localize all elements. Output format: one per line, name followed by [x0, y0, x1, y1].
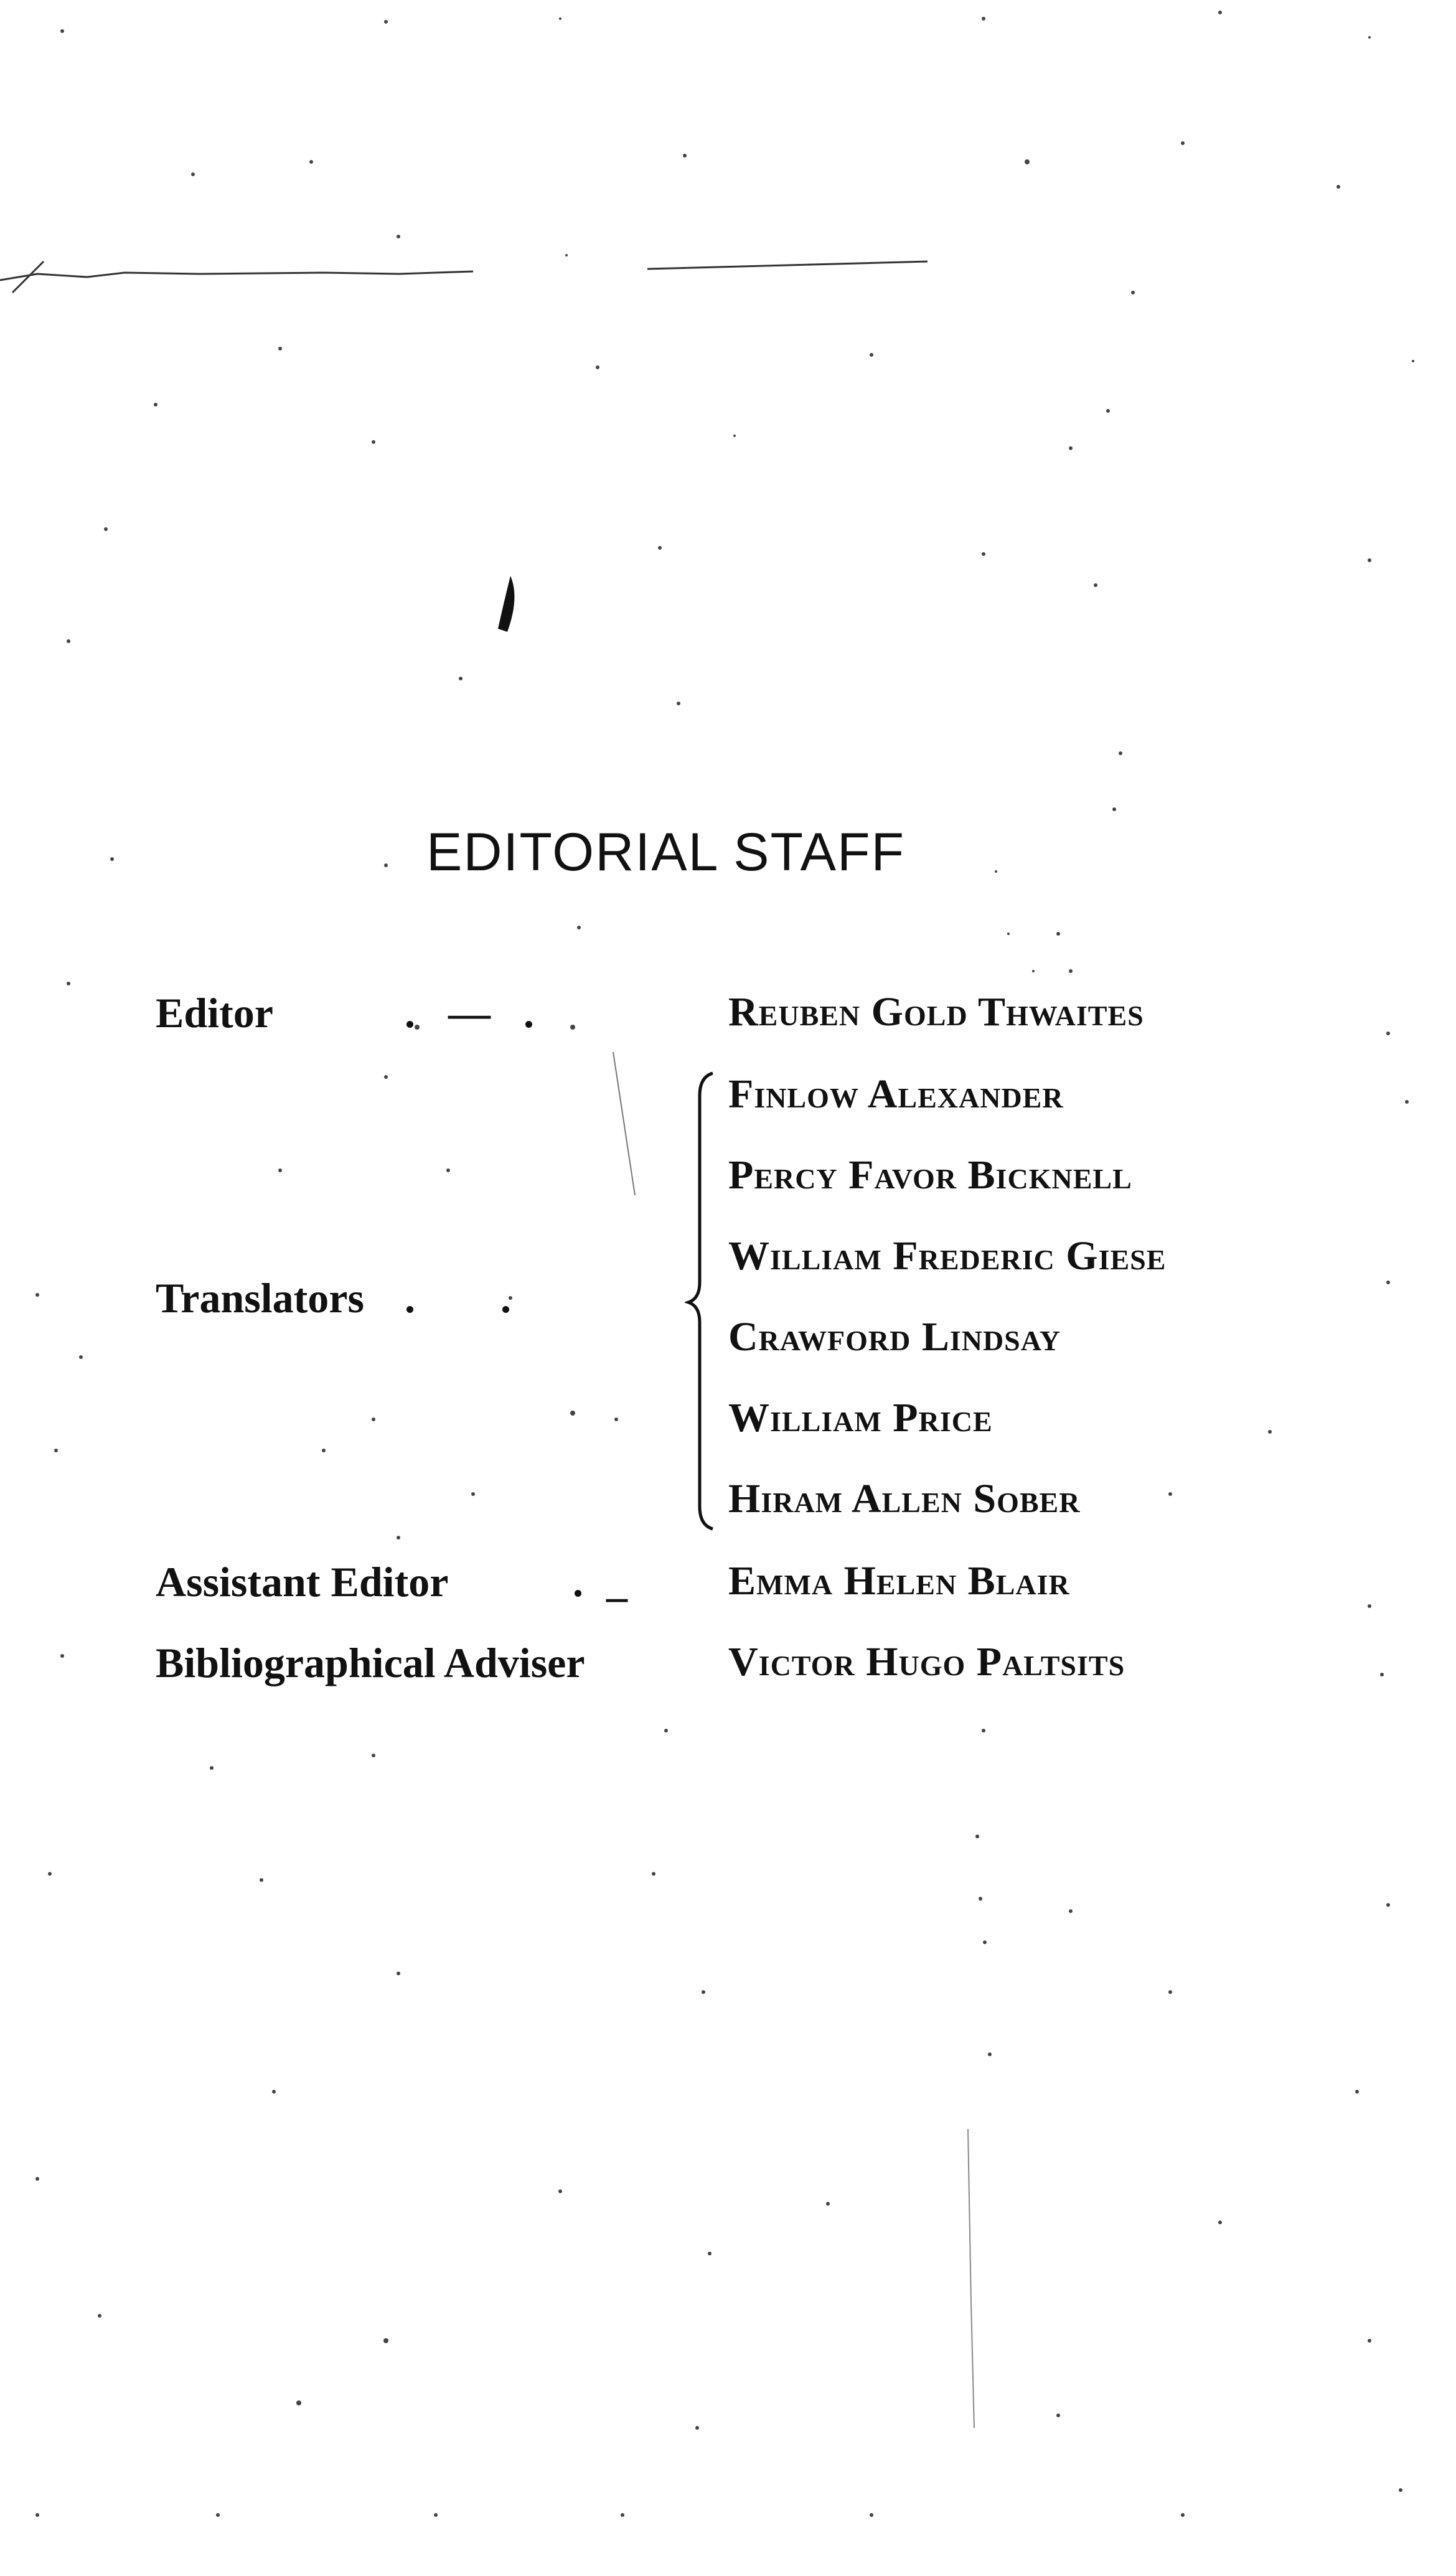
role-editor	[156, 989, 545, 1038]
name-translator-6: Hiram Allen Sober	[728, 1476, 1081, 1521]
name-translator-5: William Price	[728, 1395, 993, 1441]
name-translator-2: Percy Favor Bicknell	[728, 1152, 1132, 1198]
role-assistant-editor-label: Assistant Editor	[156, 1558, 449, 1605]
translators-brace	[685, 1071, 722, 1531]
name-translator-1: Finlow Alexander	[728, 1071, 1064, 1117]
role-translators-label: Translators	[156, 1274, 364, 1322]
role-editor-leader: . — .	[405, 989, 545, 1037]
role-assistant-editor	[156, 1558, 634, 1607]
name-bibliographical-adviser: Victor Hugo Paltsits	[728, 1639, 1125, 1685]
name-translator-4: Crawford Lindsay	[728, 1314, 1061, 1360]
page-title: EDITORIAL STAFF	[426, 822, 906, 882]
name-translator-3: William Frederic Giese	[728, 1233, 1167, 1279]
name-editor: Reuben Gold Thwaites	[728, 989, 1144, 1035]
role-assistant-editor-leader: . _	[573, 1558, 634, 1605]
name-assistant-editor: Emma Helen Blair	[728, 1558, 1070, 1604]
role-bibliographical-adviser: Bibliographical Adviser	[156, 1639, 585, 1686]
role-editor-label: Editor	[156, 989, 273, 1037]
role-translators	[156, 1274, 548, 1323]
role-translators-leader: . .	[405, 1274, 548, 1322]
